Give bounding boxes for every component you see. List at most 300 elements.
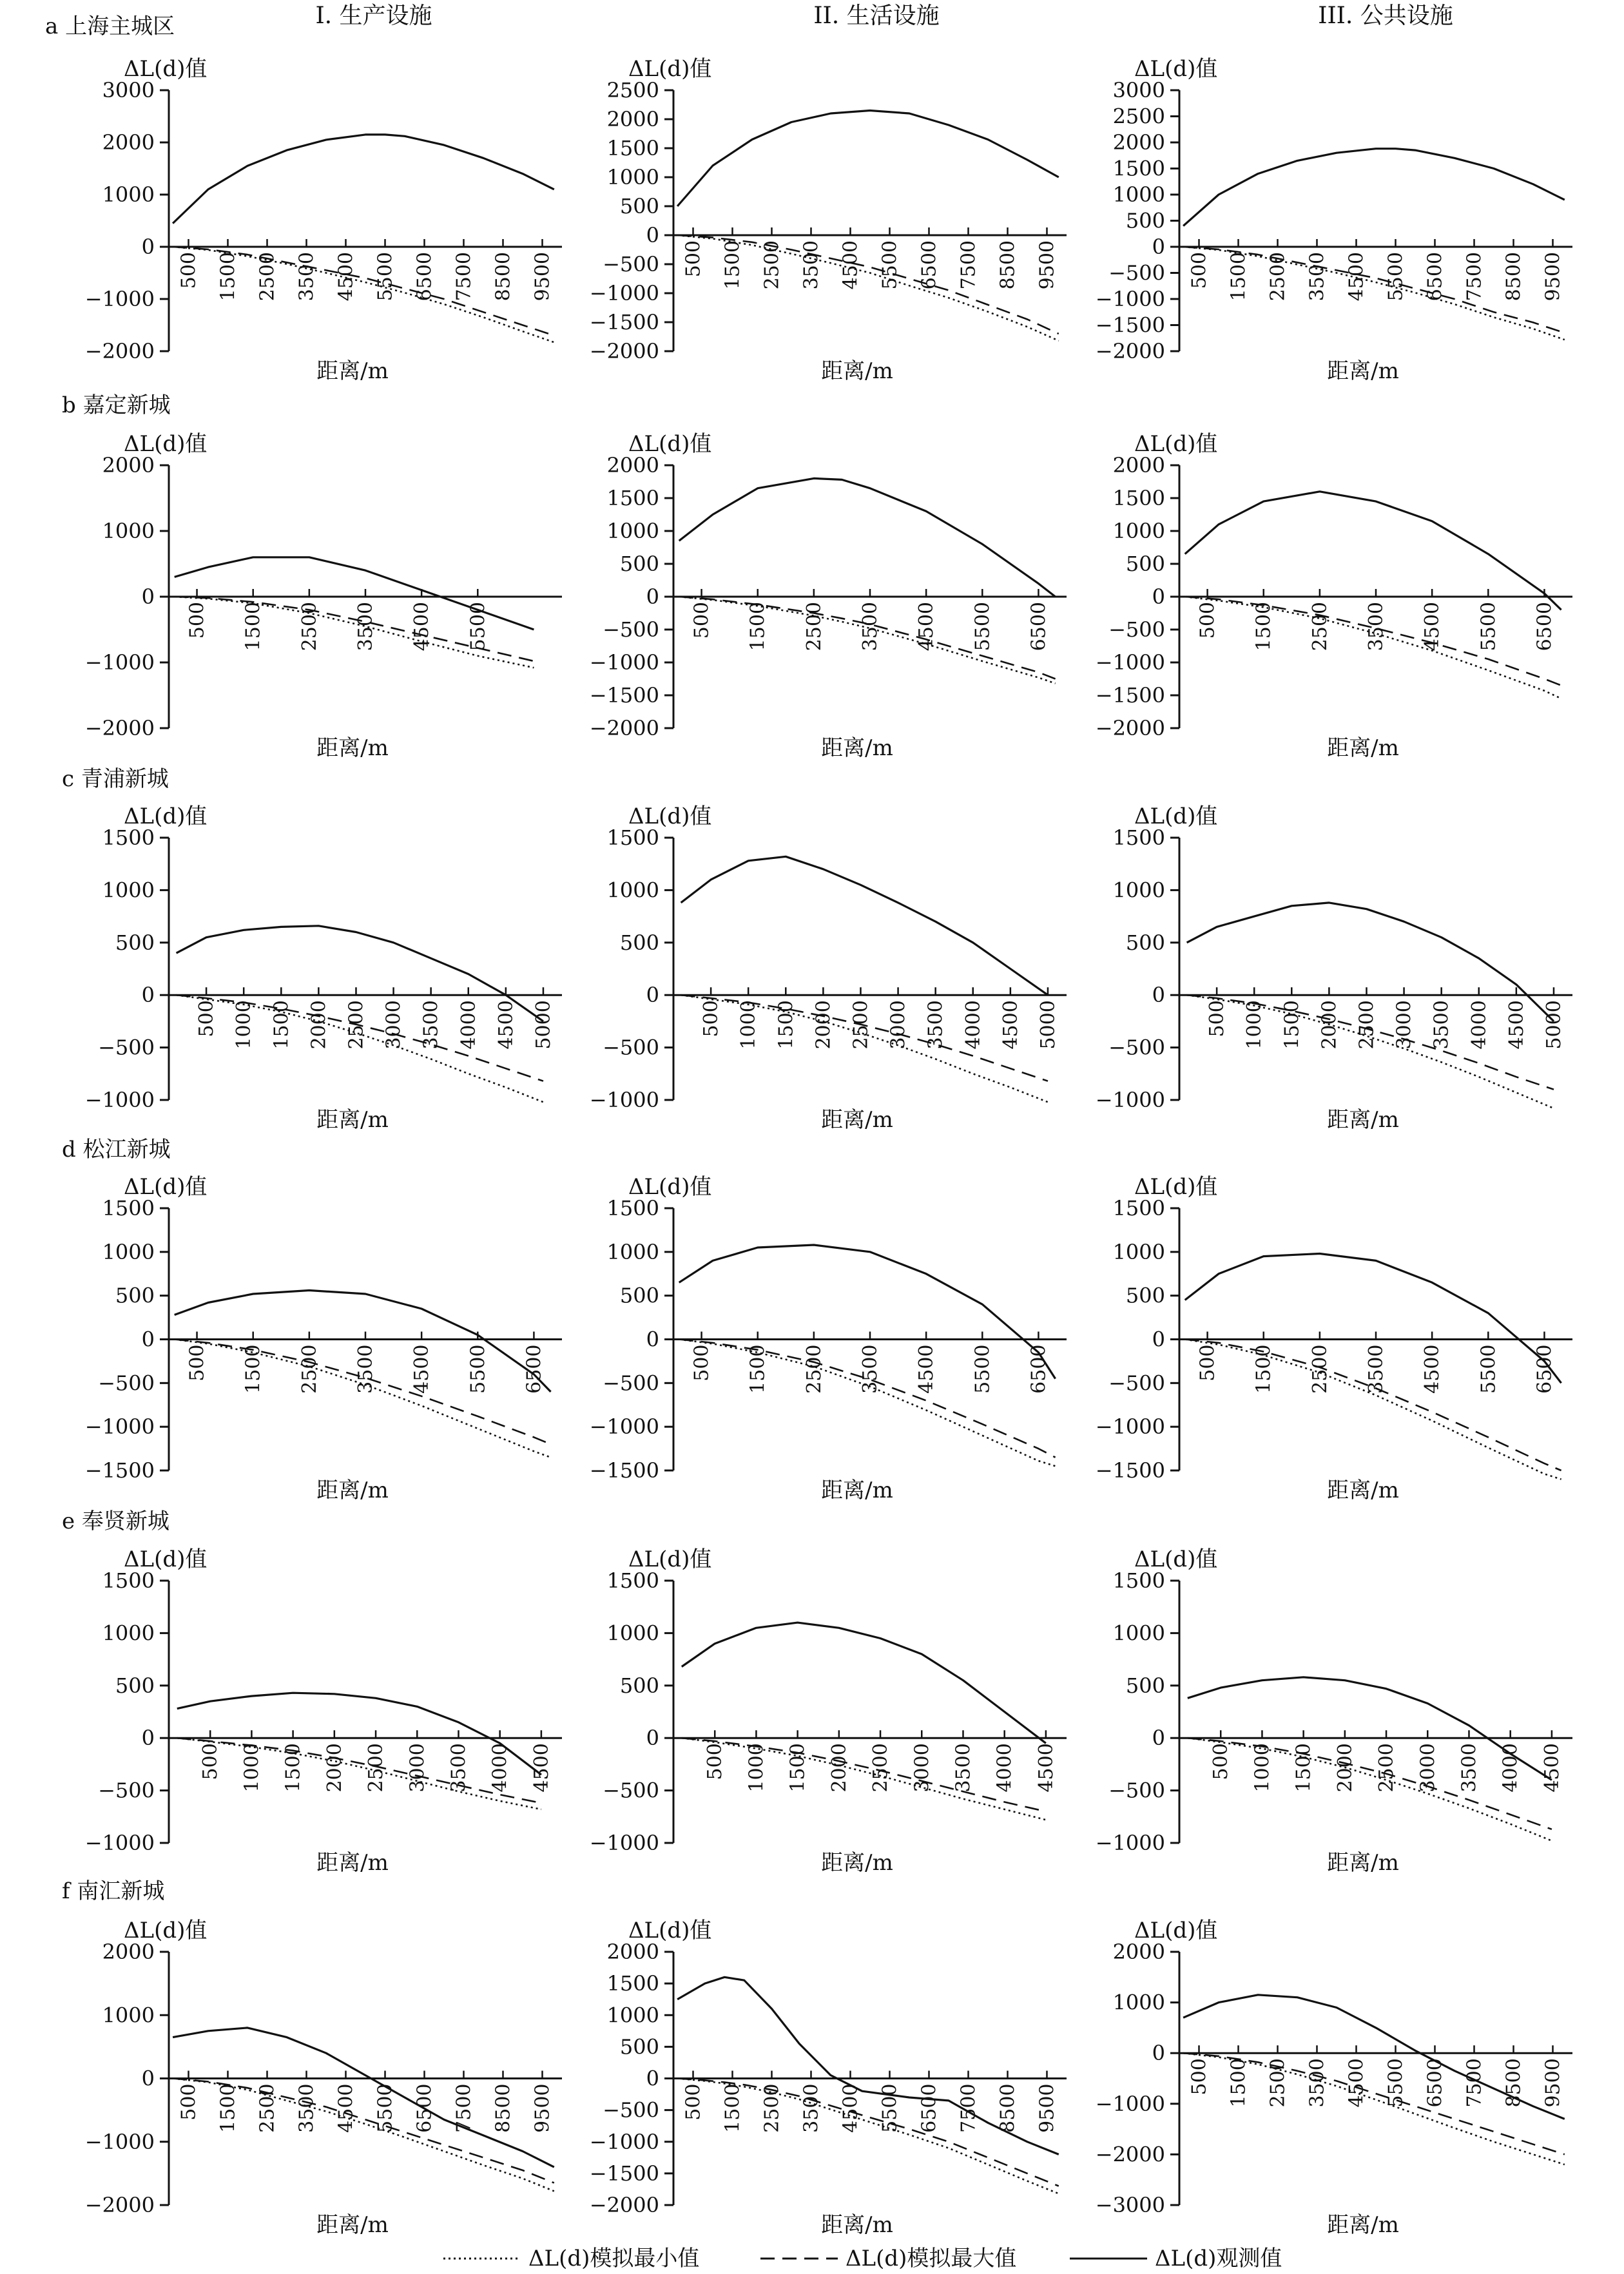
x-tick-label: 5500 — [467, 1344, 490, 1394]
row-label-e: e 奉贤新城 — [62, 1508, 169, 1534]
legend — [443, 2246, 1282, 2271]
y-tick-label: 500 — [115, 930, 155, 955]
row-label-d: d 松江新城 — [62, 1137, 171, 1162]
y-tick-label: 1000 — [606, 1239, 659, 1264]
x-tick-label: 5500 — [878, 240, 902, 290]
x-tick-label: 9500 — [1542, 2058, 1565, 2108]
y-tick-label: −1000 — [84, 650, 155, 675]
x-tick-label: 8500 — [492, 2083, 515, 2133]
y-tick-label: −2000 — [84, 716, 155, 740]
x-tick-label: 3000 — [887, 1000, 910, 1050]
x-tick-label: 5000 — [1036, 1000, 1059, 1050]
y-tick-label: 0 — [141, 584, 155, 609]
x-tick-label: 1500 — [721, 2083, 744, 2133]
y-tick-label: 0 — [1152, 1327, 1165, 1352]
y-tick-label: 2000 — [102, 1940, 155, 1964]
x-tick-label: 4500 — [999, 1000, 1022, 1050]
y-axis-label: ΔL(d)值 — [124, 804, 208, 829]
y-tick-label: 3000 — [102, 78, 155, 102]
x-tick-label: 500 — [186, 602, 209, 639]
x-tick-label: 2000 — [827, 1743, 851, 1793]
y-axis-label: ΔL(d)值 — [628, 1547, 712, 1572]
y-tick-label: 2000 — [606, 107, 659, 131]
y-tick-label: 1500 — [606, 486, 659, 510]
y-tick-label: −1500 — [1095, 1458, 1165, 1483]
series-line-max — [682, 1738, 1046, 1811]
x-tick-label: 1500 — [786, 1743, 809, 1793]
x-tick-label: 500 — [1210, 1743, 1233, 1780]
y-tick-label: 0 — [141, 235, 155, 259]
x-tick-label: 5500 — [467, 602, 490, 651]
y-tick-label: 2000 — [1112, 1940, 1165, 1964]
y-tick-label: 1000 — [606, 2003, 659, 2028]
x-axis-label: 距离/m — [316, 358, 389, 384]
chart-panel-3-2 — [590, 804, 1067, 1133]
y-axis-label: ΔL(d)值 — [1134, 431, 1218, 457]
y-tick-label: 1000 — [102, 519, 155, 543]
x-tick-label: 8500 — [1502, 2058, 1525, 2108]
x-tick-label: 9500 — [1036, 240, 1059, 290]
series-line-obs — [1188, 1677, 1552, 1780]
x-tick-label: 3500 — [295, 252, 318, 302]
y-tick-label: 1000 — [102, 878, 155, 903]
x-tick-label: 4000 — [488, 1743, 512, 1793]
x-tick-label: 2500 — [849, 1000, 873, 1050]
y-tick-label: −1500 — [589, 310, 659, 334]
x-tick-label: 500 — [186, 1344, 209, 1382]
y-tick-label: 2500 — [1112, 104, 1165, 129]
y-tick-label: −1000 — [589, 1831, 659, 1855]
x-tick-label: 500 — [690, 602, 713, 639]
column-title-3: III. 公共设施 — [1318, 3, 1453, 29]
y-tick-label: 1500 — [606, 1568, 659, 1593]
x-tick-label: 500 — [199, 1743, 222, 1780]
y-tick-label: 0 — [1152, 235, 1165, 259]
y-axis-label: ΔL(d)值 — [1134, 1174, 1218, 1200]
y-tick-label: 1500 — [1112, 825, 1165, 850]
x-tick-label: 7500 — [1463, 252, 1486, 302]
y-tick-label: 500 — [1125, 930, 1165, 955]
x-tick-label: 5500 — [971, 1344, 994, 1394]
y-tick-label: −500 — [603, 2097, 659, 2123]
y-tick-label: 1000 — [606, 878, 659, 903]
x-tick-label: 3500 — [1430, 1000, 1453, 1050]
x-tick-label: 2500 — [1355, 1000, 1378, 1050]
x-tick-label: 2500 — [256, 2083, 279, 2133]
x-tick-label: 500 — [682, 2083, 705, 2121]
y-tick-label: 1000 — [1112, 1621, 1165, 1646]
x-tick-label: 2500 — [345, 1000, 368, 1050]
chart-panel-2-1 — [85, 431, 562, 761]
y-tick-label: −1000 — [84, 287, 155, 311]
chart-panel-5-1 — [85, 1547, 562, 1876]
y-tick-label: −1500 — [589, 2161, 659, 2186]
x-tick-label: 1000 — [737, 1000, 760, 1050]
x-tick-label: 1500 — [1292, 1743, 1315, 1793]
x-tick-label: 500 — [195, 1000, 218, 1037]
y-tick-label: 500 — [115, 1283, 155, 1308]
y-tick-label: 500 — [619, 2034, 659, 2059]
column-title-1: I. 生产设施 — [315, 3, 432, 29]
x-tick-label: 2500 — [802, 602, 826, 651]
y-tick-label: 500 — [1125, 1673, 1165, 1698]
y-tick-label: −2000 — [589, 339, 659, 363]
y-tick-label: 500 — [1125, 208, 1165, 233]
y-tick-label: −1500 — [1095, 313, 1165, 338]
y-tick-label: 500 — [619, 930, 659, 955]
x-tick-label: 3000 — [911, 1743, 934, 1793]
chart-panel-2-2 — [590, 431, 1067, 761]
y-axis-label: ΔL(d)值 — [628, 56, 712, 82]
x-tick-label: 4500 — [411, 602, 434, 651]
x-tick-label: 4000 — [993, 1743, 1016, 1793]
x-tick-label: 4500 — [1421, 602, 1444, 651]
y-tick-label: 0 — [1152, 983, 1165, 1008]
chart-panel-6-3 — [1096, 1918, 1572, 2238]
row-label-f: f 南汇新城 — [62, 1878, 165, 1904]
x-tick-label: 6500 — [1424, 2058, 1447, 2108]
x-tick-label: 7500 — [452, 252, 476, 302]
y-tick-label: −1500 — [84, 1458, 155, 1483]
y-tick-label: −1000 — [589, 2129, 659, 2154]
y-tick-label: 500 — [1125, 552, 1165, 576]
x-tick-label: 3500 — [1306, 252, 1329, 302]
x-tick-label: 6500 — [1027, 602, 1050, 651]
x-tick-label: 4500 — [839, 240, 862, 290]
x-axis-label: 距离/m — [821, 1107, 893, 1133]
series-line-min — [1188, 1738, 1552, 1841]
x-tick-label: 3500 — [354, 1344, 377, 1394]
y-tick-label: 1000 — [102, 1621, 155, 1646]
x-tick-label: 9500 — [1036, 2083, 1059, 2133]
x-tick-label: 2500 — [869, 1743, 893, 1793]
x-tick-label: 8500 — [492, 252, 515, 302]
y-tick-label: −1000 — [1095, 1414, 1165, 1440]
x-tick-label: 1000 — [240, 1743, 264, 1793]
x-tick-label: 4500 — [915, 1344, 938, 1394]
y-tick-label: 1000 — [1112, 519, 1165, 543]
y-tick-label: −2000 — [1095, 339, 1165, 363]
x-tick-label: 3000 — [1393, 1000, 1416, 1050]
y-tick-label: −1000 — [589, 1414, 659, 1440]
x-tick-label: 4500 — [1345, 252, 1368, 302]
x-tick-label: 500 — [700, 1000, 723, 1037]
x-tick-label: 500 — [1206, 1000, 1229, 1037]
y-tick-label: 2000 — [1112, 453, 1165, 477]
y-tick-label: 1500 — [606, 825, 659, 850]
x-tick-label: 1000 — [233, 1000, 256, 1050]
y-tick-label: 1000 — [606, 519, 659, 543]
y-tick-label: −500 — [603, 1035, 659, 1060]
chart-panel-3-3 — [1096, 804, 1572, 1133]
x-tick-label: 4000 — [1499, 1743, 1522, 1793]
x-axis-label: 距离/m — [1327, 1850, 1399, 1876]
x-tick-label: 5500 — [374, 2083, 397, 2133]
x-tick-label: 1500 — [1227, 2058, 1250, 2108]
series-line-obs — [677, 111, 1059, 207]
column-titles — [315, 3, 1453, 29]
row-label-a: a 上海主城区 — [45, 14, 175, 39]
y-tick-label: 0 — [141, 2066, 155, 2091]
x-tick-label: 4500 — [494, 1000, 517, 1050]
y-tick-label: −1000 — [1095, 1088, 1165, 1112]
y-tick-label: 0 — [646, 2066, 659, 2091]
y-tick-label: −1000 — [589, 281, 659, 305]
x-tick-label: 5500 — [878, 2083, 902, 2133]
x-tick-label: 9500 — [1542, 252, 1565, 302]
y-tick-label: 0 — [141, 1327, 155, 1352]
series-line-obs — [682, 1623, 1046, 1743]
chart-panel-5-3 — [1096, 1547, 1572, 1876]
y-tick-label: 0 — [141, 983, 155, 1008]
x-tick-label: 500 — [177, 2083, 200, 2121]
y-tick-label: −500 — [98, 1035, 155, 1060]
x-tick-label: 1500 — [775, 1000, 798, 1050]
x-tick-label: 3500 — [859, 1344, 882, 1394]
x-tick-label: 1500 — [242, 602, 265, 651]
x-tick-label: 3500 — [354, 602, 377, 651]
y-tick-label: 2000 — [606, 1940, 659, 1964]
y-tick-label: −500 — [98, 1371, 155, 1396]
y-tick-label: 2500 — [606, 78, 659, 102]
y-axis-label: ΔL(d)值 — [124, 1918, 208, 1943]
y-tick-label: 1500 — [1112, 1196, 1165, 1220]
series-line-obs — [173, 135, 554, 224]
y-tick-label: −500 — [603, 252, 659, 276]
x-tick-label: 1500 — [1281, 1000, 1304, 1050]
x-axis-label: 距离/m — [316, 735, 389, 761]
y-tick-label: 0 — [1152, 2041, 1165, 2066]
series-line-obs — [1185, 492, 1561, 610]
chart-panel-4-2 — [590, 1174, 1067, 1503]
y-tick-label: 500 — [619, 1283, 659, 1308]
x-tick-label: 5500 — [374, 252, 397, 302]
x-axis-label: 距离/m — [1327, 358, 1399, 384]
x-tick-label: 2000 — [323, 1743, 346, 1793]
y-tick-label: 2000 — [102, 453, 155, 477]
legend-label-max: ΔL(d)模拟最大值 — [846, 2246, 1017, 2271]
x-tick-label: 2500 — [1266, 2058, 1290, 2108]
y-tick-label: 1000 — [1112, 1239, 1165, 1264]
y-tick-label: 2000 — [102, 130, 155, 155]
x-tick-label: 2500 — [760, 240, 784, 290]
series-line-min — [177, 1738, 541, 1809]
x-tick-label: 4500 — [1345, 2058, 1368, 2108]
y-tick-label: −500 — [1108, 260, 1165, 285]
x-tick-label: 500 — [1196, 1344, 1219, 1382]
x-tick-label: 1500 — [1252, 602, 1275, 651]
x-tick-label: 1500 — [746, 1344, 769, 1394]
chart-panel-1-3 — [1096, 56, 1572, 384]
x-tick-label: 6500 — [1027, 1344, 1050, 1394]
chart-panel-1-1 — [85, 56, 562, 384]
y-tick-label: 2000 — [1112, 130, 1165, 155]
y-tick-label: −1000 — [589, 650, 659, 675]
x-tick-label: 1500 — [1252, 1344, 1275, 1394]
x-tick-label: 4500 — [411, 1344, 434, 1394]
x-tick-label: 3000 — [1416, 1743, 1440, 1793]
y-tick-label: −500 — [603, 1778, 659, 1803]
x-tick-label: 3500 — [447, 1743, 470, 1793]
x-axis-label: 距离/m — [1327, 2212, 1399, 2238]
y-tick-label: 500 — [619, 552, 659, 576]
y-tick-label: 500 — [115, 1673, 155, 1698]
y-tick-label: 500 — [619, 1673, 659, 1698]
x-tick-label: 2500 — [1266, 252, 1290, 302]
x-tick-label: 500 — [1188, 252, 1211, 289]
y-tick-label: −500 — [1108, 1778, 1165, 1803]
row-label-c: c 青浦新城 — [62, 766, 169, 792]
x-tick-label: 1500 — [217, 2083, 240, 2133]
x-axis-label: 距离/m — [316, 2212, 389, 2238]
x-tick-label: 1500 — [282, 1743, 305, 1793]
x-tick-label: 3500 — [420, 1000, 443, 1050]
x-tick-label: 3500 — [800, 240, 823, 290]
column-title-2: II. 生活设施 — [813, 3, 940, 29]
x-tick-label: 1000 — [1243, 1000, 1266, 1050]
y-tick-label: −1000 — [589, 1088, 659, 1112]
x-axis-label: 距离/m — [1327, 1478, 1399, 1503]
x-tick-label: 6500 — [1533, 602, 1556, 651]
x-tick-label: 4000 — [1467, 1000, 1491, 1050]
y-tick-label: −500 — [1108, 617, 1165, 642]
x-tick-label: 5000 — [1542, 1000, 1565, 1050]
x-tick-label: 8500 — [1502, 252, 1525, 302]
x-tick-label: 5500 — [1477, 602, 1500, 651]
y-tick-label: 0 — [646, 1327, 659, 1352]
y-tick-label: −1500 — [589, 683, 659, 708]
x-tick-label: 2500 — [298, 602, 321, 651]
x-tick-label: 6500 — [523, 1344, 546, 1394]
chart-panels — [85, 56, 1572, 2238]
x-tick-label: 2000 — [307, 1000, 331, 1050]
y-axis-label: ΔL(d)值 — [628, 431, 712, 457]
y-tick-label: 3000 — [1112, 78, 1165, 102]
y-tick-label: −2000 — [589, 716, 659, 740]
y-tick-label: −1000 — [84, 2129, 155, 2154]
x-tick-label: 5500 — [1477, 1344, 1500, 1394]
x-tick-label: 1500 — [242, 1344, 265, 1394]
x-tick-label: 3500 — [1458, 1743, 1481, 1793]
x-tick-label: 5500 — [1384, 252, 1407, 302]
y-tick-label: −500 — [603, 617, 659, 642]
x-axis-label: 距离/m — [821, 358, 893, 384]
y-tick-label: 1000 — [606, 165, 659, 189]
y-tick-label: 1000 — [1112, 1990, 1165, 2015]
x-axis-label: 距离/m — [821, 1850, 893, 1876]
x-tick-label: 6500 — [413, 252, 436, 302]
x-tick-label: 5500 — [971, 602, 994, 651]
y-tick-label: 500 — [619, 194, 659, 218]
y-tick-label: 1500 — [102, 1568, 155, 1593]
y-tick-label: 1000 — [102, 2003, 155, 2028]
x-tick-label: 7500 — [957, 2083, 980, 2133]
x-tick-label: 500 — [682, 240, 705, 278]
y-tick-label: 0 — [646, 223, 659, 247]
chart-panel-3-1 — [85, 804, 562, 1133]
x-tick-label: 4500 — [530, 1743, 553, 1793]
x-tick-label: 6500 — [918, 2083, 941, 2133]
chart-panel-1-2 — [590, 56, 1067, 384]
y-axis-label: ΔL(d)值 — [1134, 1547, 1218, 1572]
x-tick-label: 8500 — [996, 2083, 1020, 2133]
y-tick-label: 1500 — [606, 1971, 659, 1996]
x-tick-label: 4500 — [839, 2083, 862, 2133]
y-axis-label: ΔL(d)值 — [124, 1174, 208, 1200]
series-line-max — [1188, 1738, 1552, 1829]
series-line-obs — [679, 478, 1056, 597]
x-tick-label: 500 — [1188, 2058, 1211, 2096]
y-tick-label: −1000 — [1095, 650, 1165, 675]
chart-panel-6-2 — [590, 1918, 1067, 2238]
x-axis-label: 距离/m — [316, 1478, 389, 1503]
y-axis-label: ΔL(d)值 — [1134, 56, 1218, 82]
y-tick-label: 1000 — [102, 182, 155, 207]
y-axis-label: ΔL(d)值 — [628, 804, 712, 829]
x-tick-label: 2500 — [256, 252, 279, 302]
y-tick-label: −1000 — [1095, 2091, 1165, 2116]
x-tick-label: 6500 — [1533, 1344, 1556, 1394]
y-axis-label: ΔL(d)值 — [124, 1547, 208, 1572]
y-tick-label: 1500 — [606, 1196, 659, 1220]
x-tick-label: 4500 — [1034, 1743, 1058, 1793]
x-tick-label: 1500 — [746, 602, 769, 651]
y-tick-label: 0 — [646, 1726, 659, 1751]
x-tick-label: 500 — [1196, 602, 1219, 639]
chart-panel-4-3 — [1096, 1174, 1572, 1503]
x-tick-label: 2000 — [1318, 1000, 1341, 1050]
y-tick-label: −1500 — [589, 1458, 659, 1483]
x-tick-label: 4500 — [1421, 1344, 1444, 1394]
x-tick-label: 4500 — [334, 252, 358, 302]
y-tick-label: 0 — [646, 983, 659, 1008]
x-tick-label: 3000 — [382, 1000, 405, 1050]
y-axis-label: ΔL(d)值 — [124, 431, 208, 457]
x-tick-label: 500 — [177, 252, 200, 289]
y-tick-label: 0 — [141, 1726, 155, 1751]
y-tick-label: −500 — [1108, 1035, 1165, 1060]
x-tick-label: 2500 — [1308, 1344, 1331, 1394]
x-tick-label: 2500 — [298, 1344, 321, 1394]
x-tick-label: 5500 — [1384, 2058, 1407, 2108]
x-tick-label: 1500 — [217, 252, 240, 302]
y-tick-label: −1000 — [84, 1414, 155, 1440]
y-tick-label: 1500 — [102, 825, 155, 850]
y-tick-label: 1500 — [1112, 486, 1165, 510]
y-tick-label: 0 — [646, 584, 659, 609]
y-tick-label: 0 — [1152, 584, 1165, 609]
x-tick-label: 2500 — [802, 1344, 826, 1394]
x-tick-label: 4500 — [1540, 1743, 1563, 1793]
y-tick-label: −500 — [603, 1371, 659, 1396]
y-tick-label: −2000 — [589, 2193, 659, 2217]
x-tick-label: 1000 — [745, 1743, 768, 1793]
x-axis-label: 距离/m — [316, 1107, 389, 1133]
x-tick-label: 4500 — [334, 2083, 358, 2133]
chart-panel-6-1 — [85, 1918, 562, 2238]
y-tick-label: 1000 — [606, 1621, 659, 1646]
x-tick-label: 3500 — [800, 2083, 823, 2133]
y-tick-label: −500 — [1108, 1371, 1165, 1396]
row-label-b: b 嘉定新城 — [62, 392, 171, 418]
x-axis-label: 距离/m — [821, 1478, 893, 1503]
x-tick-label: 2500 — [1375, 1743, 1398, 1793]
y-tick-label: 1000 — [1112, 182, 1165, 207]
y-tick-label: −3000 — [1095, 2193, 1165, 2217]
x-tick-label: 3500 — [952, 1743, 975, 1793]
x-tick-label: 9500 — [531, 252, 554, 302]
chart-panel-4-1 — [85, 1174, 562, 1503]
